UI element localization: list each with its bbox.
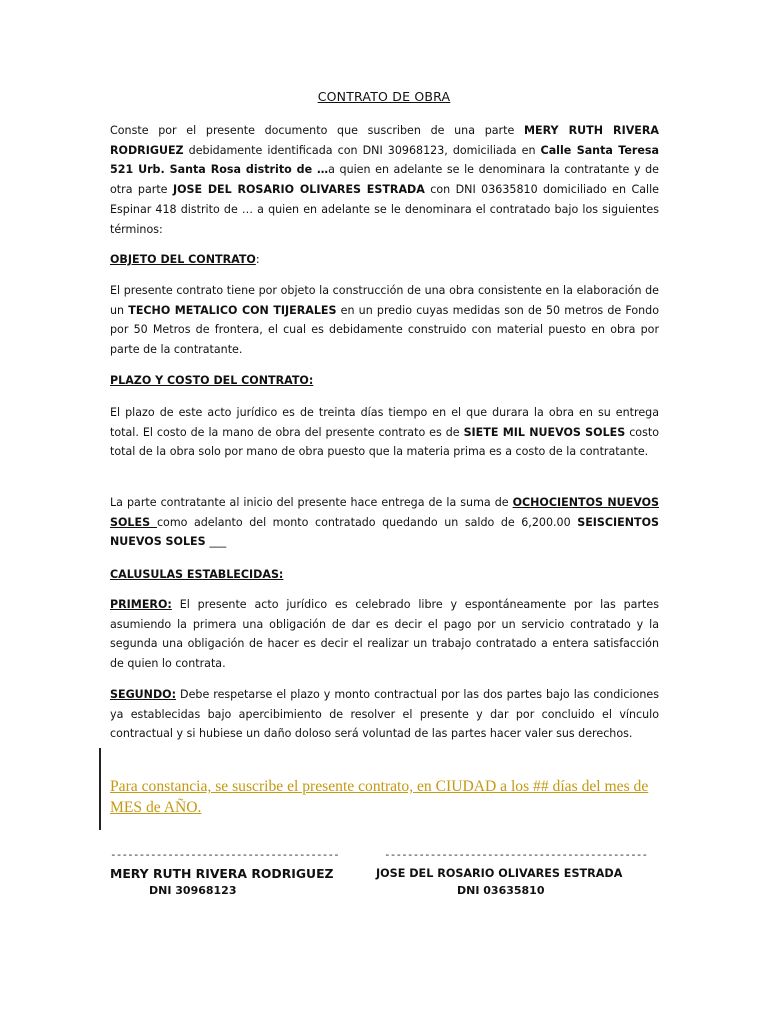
objeto-heading [110,250,260,269]
clausulas-heading-text: CALUSULAS ESTABLECIDAS: [110,568,284,581]
intro-paragraph [110,121,659,239]
left-signature-line: ---------------------------------------- [110,848,339,861]
intro-text-3: a quien en adelante se le denominara la contratante y de otra parte [110,163,659,197]
page-title: CONTRATO DE OBRA [317,89,451,104]
contratante-address: Calle Santa Teresa 521 Urb. Santa Rosa distrito de … [110,143,659,177]
primero-text: El presente acto jurídico es celebrado libre y espontáneamente por las partes asumiendo la primera una obligación de dar es decir el pago por un servicio contratado y la segunda una obligación de hacer es decir el realizar un trabajo contratado a entera satisfacción de quien lo contrata. [110,598,659,671]
left-signer-dni: DNI 30968123 [149,884,237,897]
intro-text-2: debidamente identificada con DNI 30968123, domiciliada en [183,143,541,157]
primero-label: PRIMERO: [110,598,172,611]
contratado-name: JOSE DEL ROSARIO OLIVARES ESTRADA [172,183,425,197]
right-signature-line: ---------------------------------------------- [384,848,648,861]
adelanto-amount: OCHOCIENTOS NUEVOS SOLES [110,496,660,529]
right-signer-dni: DNI 03635810 [457,884,545,897]
adelanto-text-1: La parte contratante al inicio del presente hace entrega de la suma de [110,496,513,509]
plazo-heading [110,371,313,390]
text-cursor [99,748,101,830]
plazo-paragraph-1 [110,403,659,462]
plazo-paragraph-2 [110,493,659,552]
adelanto-text-2: como adelanto del monto contratado quedando un saldo de 6,200.00 [156,515,578,529]
plazo-text-2: costo total de la obra solo por mano de obra puesto que la materia prima es a costo de la contratante. [110,425,660,459]
objeto-text-1: El presente contrato tiene por objeto la construcción de una obra consistente en la elaboración de un [110,284,659,317]
objeto-paragraph [110,281,659,360]
contratante-name: MERY RUTH RIVERA RODRIGUEZ [110,124,659,157]
saldo-amount: SEISCIENTOS NUEVOS SOLES [110,515,660,549]
objeto-heading-text: OBJETO DEL CONTRATO [110,253,256,266]
left-signer-name: MERY RUTH RIVERA RODRIGUEZ [110,866,334,881]
objeto-heading-suffix: : [255,253,260,266]
closing-statement: Para constancia, se suscribe el presente contrato, en CIUDAD a los ## días del mes de MES de AÑO. [110,778,649,816]
objeto-text-2: en un predio cuyas medidas son de 50 metros de Fondo por 50 Metros de frontera, el cual es debidamente construido con material puesto en obra por parte de la contratante. [110,303,660,357]
segundo-label: SEGUNDO: [110,688,177,701]
right-signer-name: JOSE DEL ROSARIO OLIVARES ESTRADA [376,867,623,880]
plazo-heading-text: PLAZO Y COSTO DEL CONTRATO: [110,374,314,387]
clausulas-heading [110,565,283,584]
costo-total: SIETE MIL NUEVOS SOLES [463,425,626,439]
primero-paragraph [110,595,659,674]
intro-text-1: Conste por el presente documento que suscriben de una parte [110,124,524,137]
segundo-text: Debe respetarse el plazo y monto contractual por las dos partes bajo las condiciones ya establecidas bajo apercibimiento de resolver el presente y dar por concluido el vínculo contractual y si hubiese un daño doloso será voluntad de las partes hacer valer sus derechos. [110,688,659,741]
segundo-paragraph [110,685,659,744]
obra-description: TECHO METALICO CON TIJERALES [128,303,337,317]
intro-text-4: con DNI 03635810 domiciliado en Calle Espinar 418 distrito de … a quien en adelante se le denominara el contratado bajo los siguientes términos: [110,183,659,236]
saldo-blank: ___ [209,535,227,549]
plazo-text-1: El plazo de este acto jurídico es de treinta días tiempo en el que durara la obra en su entrega total. El costo de la mano de obra del presente contrato es de [110,406,659,439]
